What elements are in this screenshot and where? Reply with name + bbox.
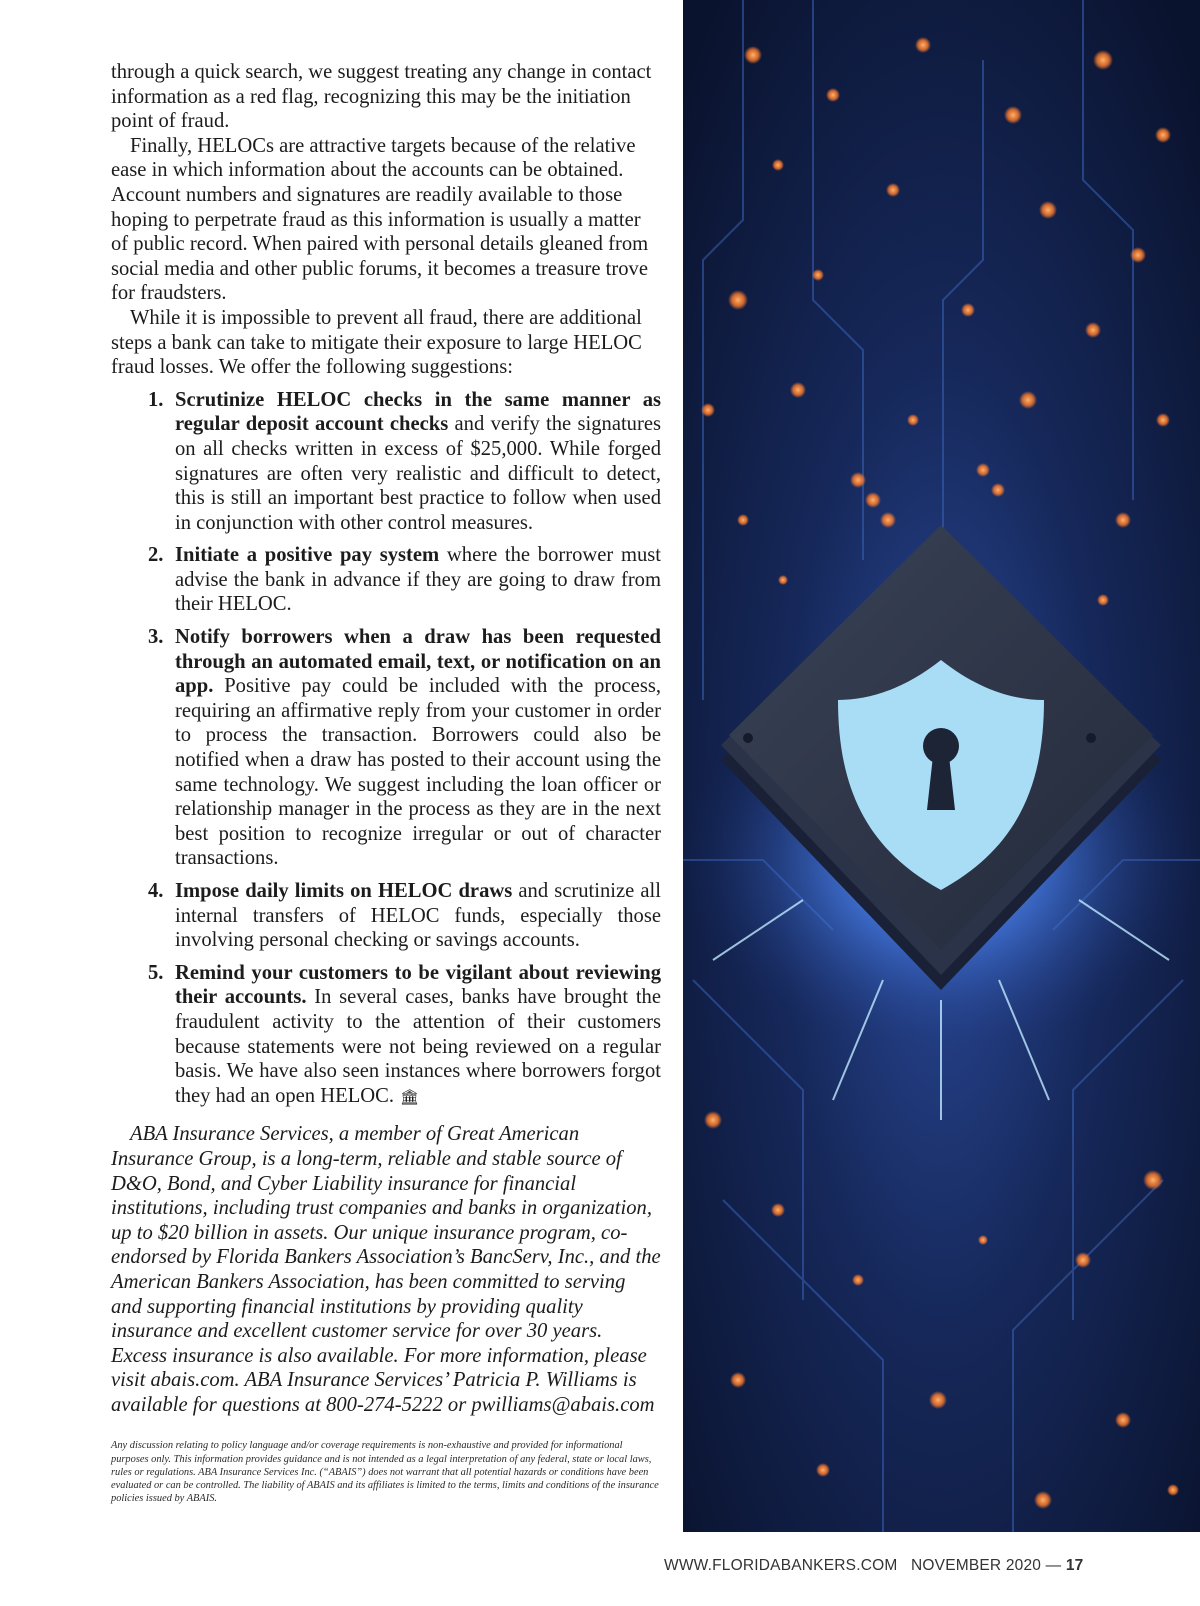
footer-website: WWW.FLORIDABANKERS.COM xyxy=(664,1557,898,1574)
list-item xyxy=(111,879,661,953)
paragraph-heloc-targets: Finally, HELOCs are attractive targets because of the relative ease in which information about the accounts can be obtained. Account numbers and signatures are readily available to those hoping to perpetrate fraud as this information is usually a matter of public record. When paired with personal details gleaned from social media and other public forums, it becomes a treasure trove for fraudsters. xyxy=(111,134,649,305)
list-item-text: and verify the signatures on all checks written in excess of $25,000. While forged signatures are often very realistic and difficult to detect, this is still an important best practice to follow when used in conjunction with other control measures. xyxy=(175,413,661,534)
suggestions-list xyxy=(111,388,661,1111)
paragraph-intro: through a quick search, we suggest treating any change in contact information as a red flag, recognizing this may be the initiation point of fraud. xyxy=(111,61,652,133)
list-number: 1. xyxy=(148,388,164,411)
list-item-text: where the borrower must advise the bank in advance if they are going to draw from their HELOC. xyxy=(175,544,662,616)
cyber-security-image xyxy=(683,0,1200,1532)
list-item-text: and scrutinize all internal transfers of HELOC funds, especially those involving personal checking or savings accounts. xyxy=(175,880,661,952)
list-item-lead: Initiate a positive pay system xyxy=(175,544,440,567)
footer-issue: NOVEMBER 2020 xyxy=(911,1557,1042,1574)
list-item-lead: Scrutinize HELOC checks in the same manner as regular deposit account checks xyxy=(175,388,661,436)
chip-corner-hole xyxy=(743,733,753,743)
list-number: 2. xyxy=(148,544,164,567)
end-mark-icon: 🏛 xyxy=(400,1089,420,1106)
author-bio: ABA Insurance Services, a member of Great American Insurance Group, is a long-term, reliable and stable source of D&O, Bond, and Cyber Liability insurance for financial institutions, including trust companies and banks in organization, up to $20 billion in assets. Our unique insurance program, co-endorsed by Florida Bankers Association’s BancServ, Inc., and the American Bankers Association, has been committed to serving and supporting financial institutions by providing quality insurance and excellent customer service for over 30 years. Excess insurance is also available. For more information, please visit abais.com. ABA Insurance Services’ Patricia P. Williams is available for questions at 800-274-5222 or pwilliams@abais.com xyxy=(111,1123,661,1416)
list-item-lead: Notify borrowers when a draw has been requested through an automated email, text, or notification on an app. xyxy=(175,626,661,698)
list-item-lead: Remind your customers to be vigilant about reviewing their accounts. xyxy=(175,961,661,1009)
list-number: 3. xyxy=(148,626,164,649)
list-item-text: In several cases, banks have brought the fraudulent activity to the attention of their customers because statements were not being reviewed on a regular basis. We have also seen instances where borrowers forgot they had an open HELOC. xyxy=(175,986,661,1107)
page-footer xyxy=(664,1557,1104,1575)
list-item-text: Positive pay could be included with the process, requiring an affirmative reply from your customer in order to process the transaction. Borrowers could also be notified when a draw has posted to their account using the same technology. We suggest including the loan officer or relationship manager in the process as they are in the next best position to recognize irregular or out of character transactions. xyxy=(175,675,661,870)
article-column xyxy=(111,60,661,1505)
list-item-lead: Impose daily limits on HELOC draws xyxy=(175,880,513,902)
footer-dash: — xyxy=(1045,1557,1062,1574)
chip-corner-hole xyxy=(1086,733,1096,743)
disclaimer: Any discussion relating to policy language and/or coverage requirements is non-exhaustive and provided for informational purposes only. This information provides guidance and is not intended as a legal interpretation of any federal, state or local laws, rules or regulations. ABA Insurance Services Inc. (“ABAIS”) does not warrant that all potential hazards or conditions have been evaluated or can be controlled. The liability of ABAIS and its affiliates is limited to the terms, limits and conditions of the insurance policies issued by ABAIS. xyxy=(111,1440,659,1505)
list-item xyxy=(111,961,661,1111)
page-number: 17 xyxy=(1065,1557,1084,1574)
list-item xyxy=(111,543,661,617)
list-number: 4. xyxy=(148,880,164,902)
list-number: 5. xyxy=(148,961,164,984)
list-item xyxy=(111,388,661,536)
paragraph-suggestions-lead: While it is impossible to prevent all fraud, there are additional steps a bank can take to mitigate their exposure to large HELOC fraud losses. We offer the following suggestions: xyxy=(111,306,642,379)
list-item xyxy=(111,625,661,871)
